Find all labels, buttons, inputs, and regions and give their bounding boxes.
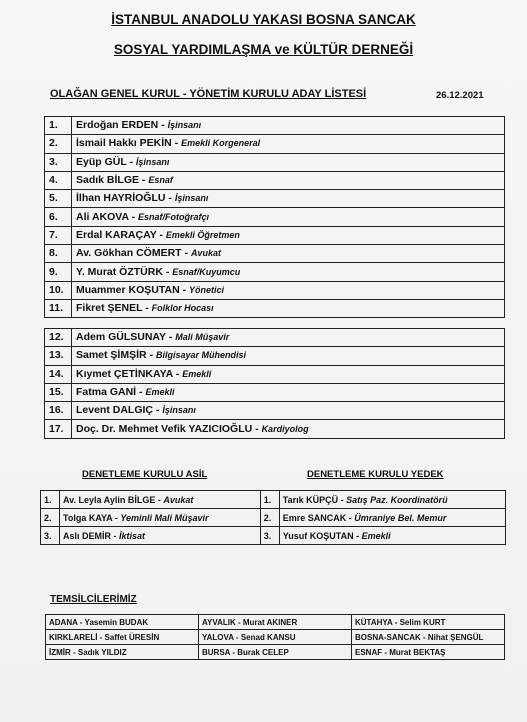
association-subtitle: SOSYAL YARDIMLAŞMA ve KÜLTÜR DERNEĞİ: [113, 42, 414, 57]
representative-cell: AYVALIK - Murat AKINER: [199, 615, 352, 630]
member-occupation: İşinsanı: [162, 405, 196, 416]
member-occupation: Kardiyolog: [261, 423, 309, 434]
table-row: [45, 402, 505, 420]
member-name: Yusuf KOŞUTAN: [282, 530, 354, 541]
row-number: 1.: [45, 117, 72, 135]
member-name: Av. Gökhan CÖMERT: [76, 247, 182, 260]
member-name: Erdoğan ERDEN: [76, 119, 159, 132]
representative-cell: ESNAF - Murat BEKTAŞ: [352, 645, 505, 660]
member-cell: [72, 263, 505, 281]
member-cell: [72, 402, 505, 420]
row-number: 3.: [260, 527, 279, 545]
member-cell: [72, 365, 505, 383]
name-separator: -: [179, 283, 189, 296]
row-number: 1.: [41, 491, 60, 509]
member-name: Doç. Dr. Mehmet Vefik YAZICIOĞLU: [76, 422, 253, 435]
name-separator: -: [128, 210, 139, 223]
representatives-table: [45, 614, 505, 660]
representative-cell: BOSNA-SANCAK - Nihat ŞENGÜL: [352, 630, 505, 645]
member-occupation: Emekli Korgeneral: [181, 138, 261, 149]
member-cell: [72, 190, 505, 208]
representatives-heading: TEMSİLCİLERİMİZ: [50, 594, 137, 605]
association-title: İSTANBUL ANADOLU YAKASI BOSNA SANCAK: [111, 12, 416, 27]
table-row: [45, 281, 505, 299]
row-number: 14.: [45, 365, 72, 383]
member-name: Emre SANCAK: [282, 512, 347, 523]
table-row: [46, 615, 505, 630]
member-cell: [279, 491, 505, 509]
table-row: [45, 299, 505, 317]
member-occupation: Yeminli Mali Müşavir: [120, 512, 209, 523]
member-occupation: İşinsanı: [135, 156, 170, 167]
member-cell: [60, 527, 261, 545]
member-occupation: Esnaf: [148, 175, 173, 186]
name-separator: -: [172, 367, 183, 380]
row-number: 2.: [45, 135, 72, 153]
name-separator: -: [136, 386, 146, 399]
member-cell: [72, 299, 505, 317]
member-cell: [72, 117, 505, 135]
member-occupation: Emekli Öğretmen: [165, 229, 240, 240]
member-name: Samet ŞİMŞİR: [76, 349, 147, 362]
member-occupation: Mali Müşavir: [175, 332, 230, 343]
member-name: İlhan HAYRİOĞLU: [76, 192, 166, 205]
row-number: 4.: [45, 171, 72, 189]
table-row: [45, 190, 505, 208]
member-occupation: Ümraniye Bel. Memur: [354, 512, 447, 523]
name-separator: -: [126, 155, 136, 168]
document-date: 26.12.2021: [436, 90, 484, 101]
representative-cell: BURSA - Burak CELEP: [199, 645, 352, 660]
name-separator: -: [156, 228, 166, 241]
table-row: [46, 630, 505, 645]
row-number: 11.: [45, 299, 72, 317]
member-name: Aslı DEMİR: [63, 530, 112, 541]
name-separator: -: [346, 512, 355, 523]
name-separator: -: [252, 422, 262, 435]
member-occupation: Bilgisayar Mühendisi: [155, 350, 246, 361]
member-name: Adem GÜLSUNAY: [76, 331, 166, 344]
name-separator: -: [338, 494, 347, 505]
representative-cell: İZMİR - Sadık YILDIZ: [46, 645, 199, 660]
row-number: 5.: [45, 190, 72, 208]
name-separator: -: [162, 265, 173, 278]
member-cell: [72, 153, 505, 171]
table-row: [45, 153, 505, 171]
member-occupation: Yönetici: [189, 284, 225, 295]
member-cell: [72, 245, 505, 263]
row-number: 12.: [45, 329, 72, 347]
row-number: 15.: [45, 383, 72, 401]
member-name: Y. Murat ÖZTÜRK: [76, 265, 163, 278]
row-number: 10.: [45, 281, 72, 299]
member-cell: [72, 281, 505, 299]
member-occupation: Folklor Hocası: [151, 303, 214, 314]
member-cell: [72, 135, 505, 153]
table-row: [46, 645, 505, 660]
table-row: [41, 491, 506, 509]
row-number: 2.: [260, 509, 279, 527]
row-number: 3.: [41, 527, 60, 545]
member-occupation: Esnaf/Fotoğrafçı: [138, 211, 210, 222]
row-number: 2.: [41, 509, 60, 527]
table-row: [45, 383, 505, 401]
name-separator: -: [171, 137, 182, 150]
member-cell: [72, 226, 505, 244]
member-name: Av. Leyla Aylin BİLGE: [63, 494, 156, 505]
table-row: [45, 226, 505, 244]
member-occupation: İşinsanı: [167, 120, 202, 131]
member-occupation: Avukat: [163, 494, 194, 505]
audit-asil-heading: DENETLEME KURULU ASİL: [82, 469, 208, 480]
row-number: 17.: [45, 420, 72, 438]
member-name: Levent DALGIÇ: [76, 404, 154, 417]
table-row: [45, 420, 505, 438]
name-separator: -: [165, 331, 176, 344]
member-cell: [72, 208, 505, 226]
row-number: 7.: [45, 226, 72, 244]
row-number: 8.: [45, 245, 72, 263]
member-occupation: Emekli: [182, 368, 212, 379]
member-name: İsmail Hakkı PEKİN: [76, 137, 172, 150]
member-occupation: İktisat: [119, 530, 146, 541]
member-occupation: Avukat: [190, 248, 221, 259]
row-number: 6.: [45, 208, 72, 226]
member-cell: [72, 383, 505, 401]
table-row: [45, 347, 505, 365]
member-cell: [279, 527, 505, 545]
name-separator: -: [165, 192, 175, 205]
name-separator: -: [111, 530, 120, 541]
table-row: [45, 208, 505, 226]
member-name: Muammer KOŞUTAN: [76, 283, 180, 296]
board-reserve-table: [44, 328, 505, 439]
member-name: Erdal KARAÇAY: [76, 228, 157, 241]
member-name: Ali AKOVA: [76, 210, 129, 223]
audit-table: [40, 490, 506, 545]
list-heading: OLAĞAN GENEL KURUL - YÖNETİM KURULU ADAY LİSTESİ: [50, 88, 367, 100]
table-row: [45, 329, 505, 347]
table-row: [41, 527, 506, 545]
name-separator: -: [158, 119, 168, 132]
table-row: [45, 263, 505, 281]
row-number: 9.: [45, 263, 72, 281]
name-separator: -: [353, 530, 362, 541]
representative-cell: KIRKLARELİ - Saffet ÜRESİN: [46, 630, 199, 645]
member-name: Tolga KAYA: [63, 512, 113, 523]
member-cell: [279, 509, 505, 527]
member-name: Eyüp GÜL: [76, 155, 127, 168]
member-name: Fikret ŞENEL: [76, 302, 143, 315]
row-number: 1.: [260, 491, 279, 509]
member-name: Sadık BİLGE: [76, 174, 140, 187]
member-occupation: Emekli: [361, 530, 391, 541]
member-occupation: İşinsanı: [174, 193, 209, 204]
table-row: [45, 117, 505, 135]
member-name: Kıymet ÇETİNKAYA: [76, 367, 173, 380]
member-cell: [60, 509, 261, 527]
name-separator: -: [155, 494, 164, 505]
member-cell: [60, 491, 261, 509]
representative-cell: YALOVA - Senad KANSU: [199, 630, 352, 645]
name-separator: -: [139, 174, 149, 187]
member-occupation: Emekli: [145, 387, 175, 398]
table-row: [41, 509, 506, 527]
representative-cell: KÜTAHYA - Selim KURT: [352, 615, 505, 630]
name-separator: -: [112, 512, 121, 523]
member-occupation: Esnaf/Kuyumcu: [172, 266, 241, 277]
member-cell: [72, 329, 505, 347]
member-cell: [72, 171, 505, 189]
name-separator: -: [181, 247, 191, 260]
member-name: Tarık KÜPÇÜ: [282, 494, 339, 505]
name-separator: -: [142, 302, 152, 315]
row-number: 3.: [45, 153, 72, 171]
row-number: 16.: [45, 402, 72, 420]
member-name: Fatma GANİ: [76, 386, 137, 399]
table-row: [45, 135, 505, 153]
row-number: 13.: [45, 347, 72, 365]
member-occupation: Satış Paz. Koordinatörü: [346, 494, 448, 505]
table-row: [45, 365, 505, 383]
audit-yedek-heading: DENETLEME KURULU YEDEK: [307, 469, 444, 480]
member-cell: [72, 420, 505, 438]
table-row: [45, 171, 505, 189]
member-cell: [72, 347, 505, 365]
name-separator: -: [153, 404, 163, 417]
name-separator: -: [146, 349, 156, 362]
table-row: [45, 245, 505, 263]
board-main-table: [44, 116, 505, 318]
representative-cell: ADANA - Yasemin BUDAK: [46, 615, 199, 630]
